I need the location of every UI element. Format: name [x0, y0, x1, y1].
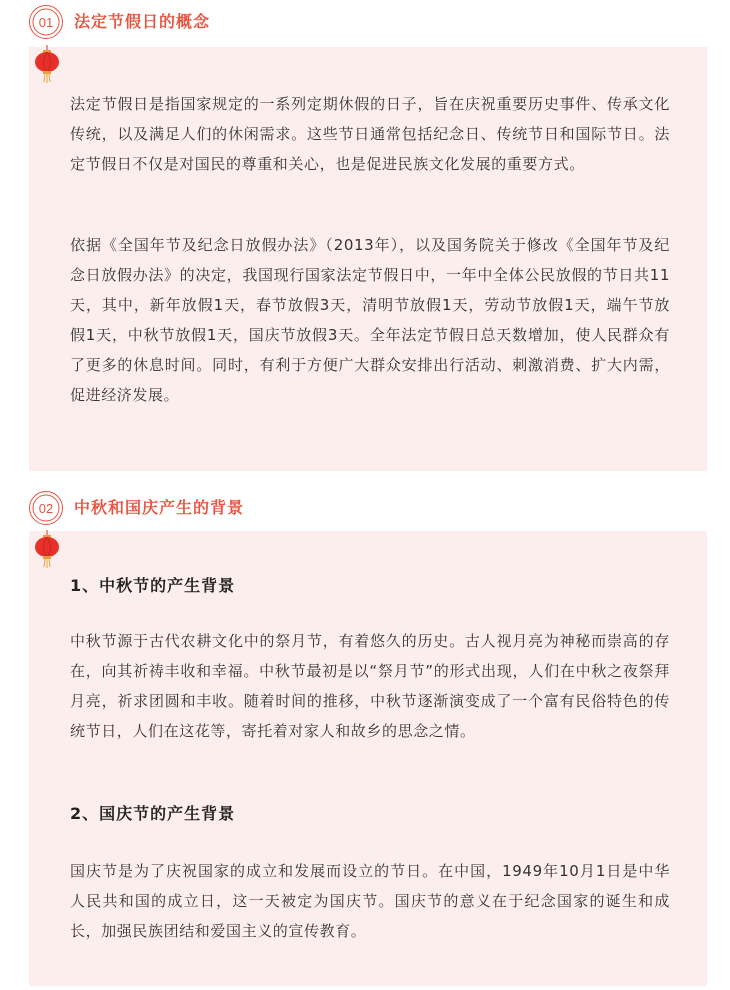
section-header-1 [28, 4, 708, 40]
section-2-paragraph-2: 国庆节是为了庆祝国家的成立和发展而设立的节日。在中国，1949年10月1日是中华人民共和国的成立日，这一天被定为国庆节。国庆节的意义在于纪念国家的诞生和成长，加强民族团结和爱国主义的宣传教育。 [70, 862, 670, 940]
double-circle-number-icon [28, 4, 64, 40]
lantern-icon [32, 45, 62, 85]
section-1-paragraph-2: 依据《全国年节及纪念日放假办法》（2013年），以及国务院关于修改《全国年节及纪念日放假办法》的决定，我国现行国家法定节假日中，一年中全体公民放假的节日共11天，其中，新年放假1天，春节放假3天，清明节放假1天，劳动节放假1天，端午节放假1天，中秋节放假1天，国庆节放假3天。全年法定节假日总天数增加，使人民群众有了更多的休息时间。同时，有利于方便广大群众安排出行活动、刺激消费、扩大内需，促进经济发展。 [70, 236, 670, 404]
lantern-icon [32, 530, 62, 570]
double-circle-number-icon [28, 490, 64, 526]
section-2-title: 中秋和国庆产生的背景 [74, 498, 245, 517]
section-1-number: 01 [38, 15, 54, 30]
section-2-subheading-2: 2、国庆节的产生背景 [70, 804, 236, 823]
section-header-2 [28, 490, 708, 526]
section-2-paragraph-1: 中秋节源于古代农耕文化中的祭月节，有着悠久的历史。古人视月亮为神秘而崇高的存在，向其祈祷丰收和幸福。中秋节最初是以“祭月节”的形式出现，人们在中秋之夜祭拜月亮，祈求团圆和丰收。随着时间的推移，中秋节逐渐演变成了一个富有民俗特色的传统节日，人们在这花等，寄托着对家人和故乡的思念之情。 [70, 632, 670, 740]
section-card-1 [29, 47, 707, 471]
section-1-title: 法定节假日的概念 [74, 12, 211, 31]
section-card-2 [29, 531, 707, 986]
section-2-number: 02 [38, 501, 54, 516]
section-1-paragraph-1: 法定节假日是指国家规定的一系列定期休假的日子，旨在庆祝重要历史事件、传承文化传统，以及满足人们的休闲需求。这些节日通常包括纪念日、传统节日和国际节日。法定节假日不仅是对国民的尊重和关心，也是促进民族文化发展的重要方式。 [70, 95, 670, 173]
section-2-subheading-1: 1、中秋节的产生背景 [70, 576, 236, 595]
